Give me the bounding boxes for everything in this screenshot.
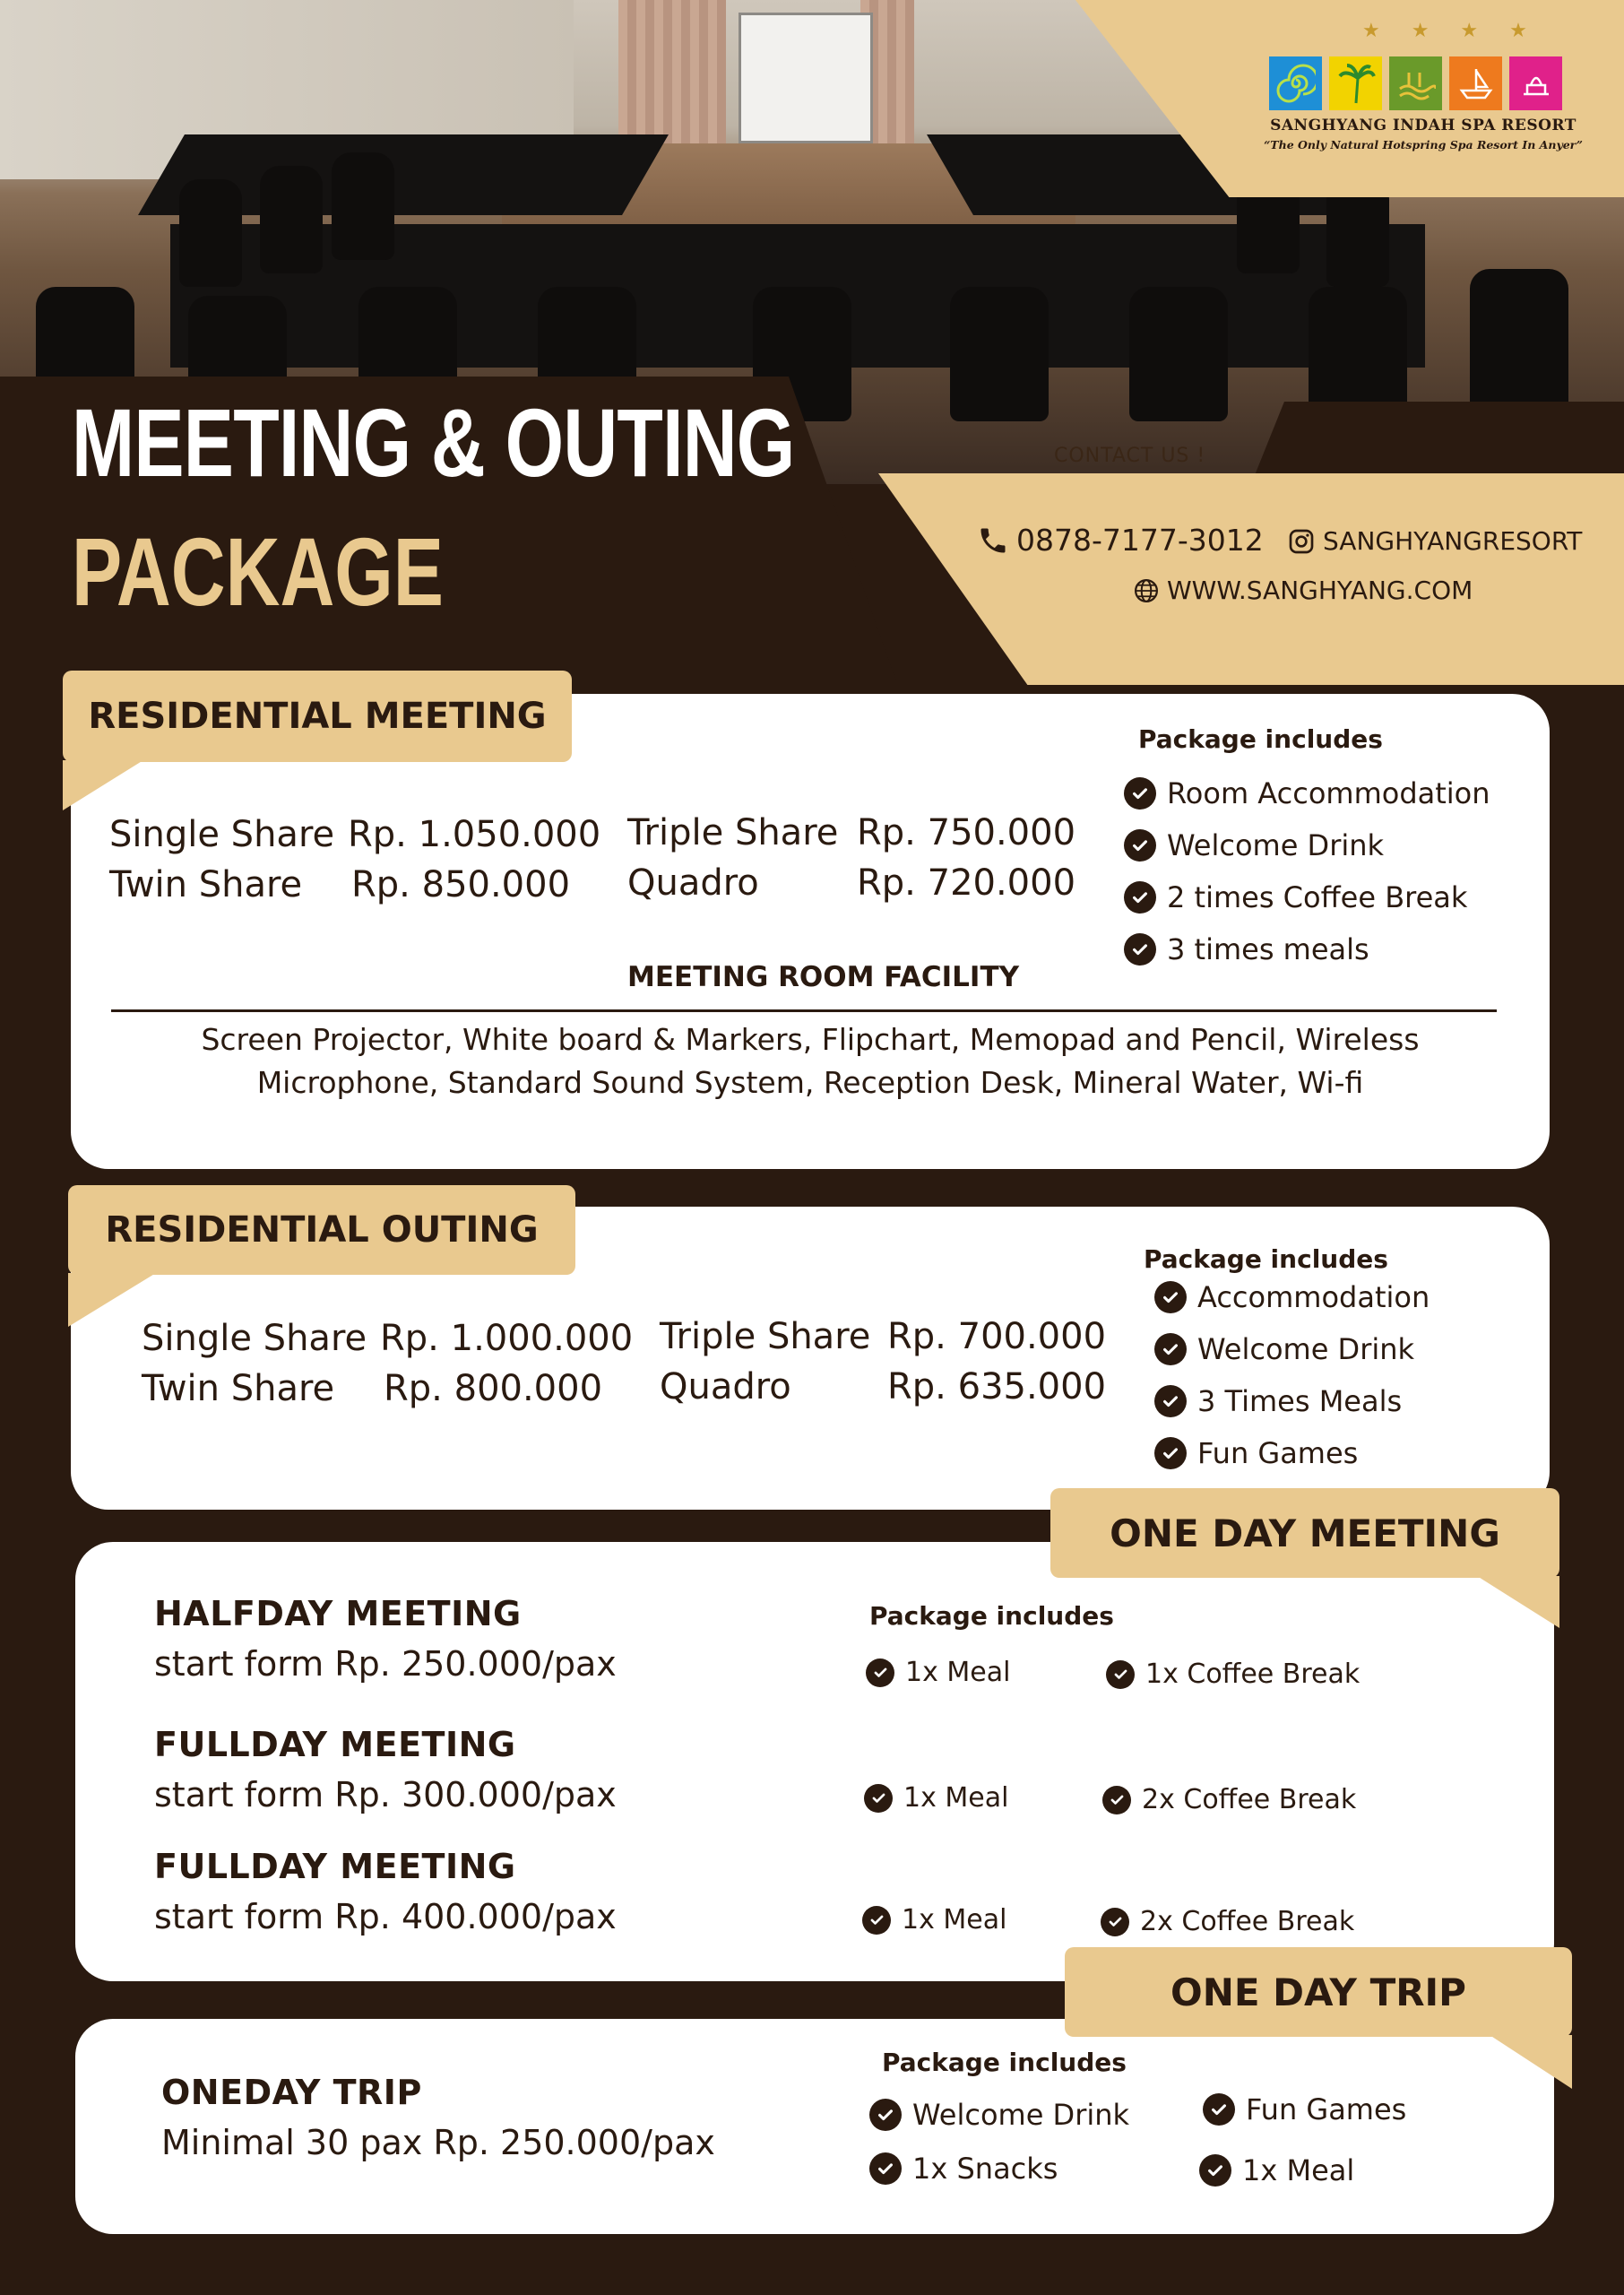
check-icon bbox=[1154, 1385, 1187, 1417]
odt-title: ONEDAY TRIP bbox=[161, 2073, 422, 2112]
facility-text-line2: Microphone, Standard Sound System, Reception Desk, Mineral Water, Wi-fi bbox=[256, 1065, 1364, 1100]
globe-icon bbox=[1133, 577, 1160, 604]
ro-include-item: Fun Games bbox=[1154, 1436, 1358, 1470]
one-day-meeting-tab bbox=[1050, 1488, 1559, 1578]
ro-include-item: Welcome Drink bbox=[1154, 1332, 1414, 1366]
odm-row-title: FULLDAY MEETING bbox=[154, 1847, 516, 1886]
rm-includes-title: Package includes bbox=[1138, 724, 1383, 754]
rm-include-item: Welcome Drink bbox=[1124, 828, 1384, 862]
odt-price: Minimal 30 pax Rp. 250.000/pax bbox=[161, 2123, 715, 2162]
facility-title: MEETING ROOM FACILITY bbox=[627, 961, 1020, 993]
rm-quadro-price: Rp. 720.000 bbox=[857, 862, 1076, 904]
check-icon bbox=[864, 1784, 893, 1813]
odm-include-item: 1x Meal bbox=[866, 1657, 1010, 1688]
odm-row-title: HALFDAY MEETING bbox=[154, 1594, 522, 1633]
ro-include-item: Accommodation bbox=[1154, 1280, 1430, 1314]
contact-phone[interactable] bbox=[977, 523, 1264, 558]
odm-includes-title: Package includes bbox=[869, 1601, 1114, 1631]
check-icon bbox=[1203, 2093, 1235, 2126]
rm-triple-price: Rp. 750.000 bbox=[857, 812, 1076, 853]
rm-triple-label: Triple Share bbox=[627, 812, 839, 853]
resort-logo bbox=[1269, 56, 1562, 110]
ro-twin-price: Rp. 800.000 bbox=[384, 1368, 603, 1409]
check-icon bbox=[869, 2099, 902, 2131]
projector-screen bbox=[739, 13, 873, 143]
odm-include-item: 1x Coffee Break bbox=[1106, 1658, 1360, 1690]
check-icon bbox=[1124, 829, 1156, 862]
ro-quadro-label: Quadro bbox=[660, 1366, 791, 1407]
odm-row-price: start form Rp. 400.000/pax bbox=[154, 1897, 617, 1936]
resort-name: SANGHYANG INDAH SPA RESORT bbox=[1270, 117, 1576, 134]
tab-pointer bbox=[1477, 1576, 1559, 1628]
check-icon bbox=[1102, 1786, 1131, 1814]
contact-label: CONTACT US ! bbox=[1054, 445, 1206, 467]
check-icon bbox=[1199, 2154, 1231, 2187]
boat-icon bbox=[1449, 56, 1502, 110]
ro-single-price: Rp. 1.000.000 bbox=[380, 1318, 634, 1359]
ro-twin-label: Twin Share bbox=[142, 1368, 335, 1409]
facility-divider bbox=[111, 1009, 1497, 1012]
page-subtitle: PACKAGE bbox=[72, 517, 444, 626]
check-icon bbox=[1106, 1660, 1135, 1689]
resort-tagline: “The Only Natural Hotspring Spa Resort In Anyer” bbox=[1264, 138, 1583, 152]
odm-row-price: start form Rp. 250.000/pax bbox=[154, 1644, 617, 1684]
check-icon bbox=[1154, 1281, 1187, 1313]
phone-icon bbox=[977, 524, 1009, 557]
odt-include-item: 1x Snacks bbox=[869, 2152, 1058, 2186]
rm-include-item: 3 times meals bbox=[1124, 932, 1369, 966]
pool-icon bbox=[1389, 56, 1442, 110]
spiral-icon bbox=[1269, 56, 1322, 110]
ro-triple-price: Rp. 700.000 bbox=[887, 1316, 1107, 1357]
page-title: MEETING & OUTING bbox=[72, 388, 795, 497]
palm-tree-icon bbox=[1329, 56, 1382, 110]
tab-pointer bbox=[63, 760, 143, 810]
contact-strip bbox=[1255, 402, 1624, 475]
facility-text-line1: Screen Projector, White board & Markers, Flipchart, Memopad and Pencil, Wireless bbox=[201, 1022, 1420, 1057]
check-icon bbox=[1101, 1908, 1129, 1936]
instagram-handle: SANGHYANGRESORT bbox=[1323, 526, 1583, 556]
rm-include-item: 2 times Coffee Break bbox=[1124, 880, 1467, 914]
odt-includes-title: Package includes bbox=[882, 2048, 1127, 2077]
check-icon bbox=[1124, 933, 1156, 966]
rm-single-label: Single Share bbox=[109, 814, 335, 855]
ro-includes-title: Package includes bbox=[1144, 1244, 1388, 1274]
check-icon bbox=[1124, 777, 1156, 810]
odt-include-item: Fun Games bbox=[1203, 2092, 1406, 2126]
odm-include-item: 2x Coffee Break bbox=[1101, 1906, 1354, 1937]
residential-meeting-tab bbox=[63, 671, 572, 762]
phone-number: 0878-7177-3012 bbox=[1016, 523, 1264, 558]
residential-outing-tab bbox=[68, 1185, 575, 1275]
check-icon bbox=[1124, 881, 1156, 914]
ro-single-label: Single Share bbox=[142, 1318, 367, 1359]
check-icon bbox=[862, 1906, 891, 1935]
rm-include-item: Room Accommodation bbox=[1124, 776, 1490, 810]
residential-outing-tab-label: RESIDENTIAL OUTING bbox=[105, 1209, 539, 1251]
instagram-icon bbox=[1287, 527, 1316, 556]
rm-twin-price: Rp. 850.000 bbox=[351, 864, 571, 905]
one-day-trip-tab bbox=[1065, 1947, 1572, 2037]
ro-include-item: 3 Times Meals bbox=[1154, 1384, 1402, 1418]
fountain-icon bbox=[1509, 56, 1562, 110]
ro-triple-label: Triple Share bbox=[660, 1316, 871, 1357]
odm-row-title: FULLDAY MEETING bbox=[154, 1725, 516, 1764]
rm-single-price: Rp. 1.050.000 bbox=[348, 814, 601, 855]
odm-include-item: 1x Meal bbox=[862, 1904, 1006, 1936]
rm-twin-label: Twin Share bbox=[109, 864, 303, 905]
odt-include-item: 1x Meal bbox=[1199, 2153, 1354, 2187]
check-icon bbox=[869, 2152, 902, 2185]
one-day-meeting-tab-label: ONE DAY MEETING bbox=[1110, 1511, 1500, 1555]
check-icon bbox=[1154, 1333, 1187, 1365]
residential-meeting-tab-label: RESIDENTIAL MEETING bbox=[88, 696, 547, 737]
ro-quadro-price: Rp. 635.000 bbox=[887, 1366, 1107, 1407]
tab-pointer bbox=[1490, 2035, 1572, 2089]
odm-include-item: 2x Coffee Break bbox=[1102, 1784, 1356, 1815]
check-icon bbox=[1154, 1437, 1187, 1469]
one-day-trip-tab-label: ONE DAY TRIP bbox=[1170, 1970, 1466, 2014]
contact-instagram[interactable] bbox=[1287, 526, 1582, 556]
odm-include-item: 1x Meal bbox=[864, 1782, 1008, 1814]
contact-website[interactable] bbox=[1133, 576, 1473, 605]
hotel-stars: ★ ★ ★ ★ bbox=[1362, 20, 1540, 42]
rm-quadro-label: Quadro bbox=[627, 862, 759, 904]
check-icon bbox=[866, 1658, 894, 1687]
odt-include-item: Welcome Drink bbox=[869, 2098, 1129, 2132]
website-url: WWW.SANGHYANG.COM bbox=[1167, 576, 1473, 605]
odm-row-price: start form Rp. 300.000/pax bbox=[154, 1775, 617, 1814]
